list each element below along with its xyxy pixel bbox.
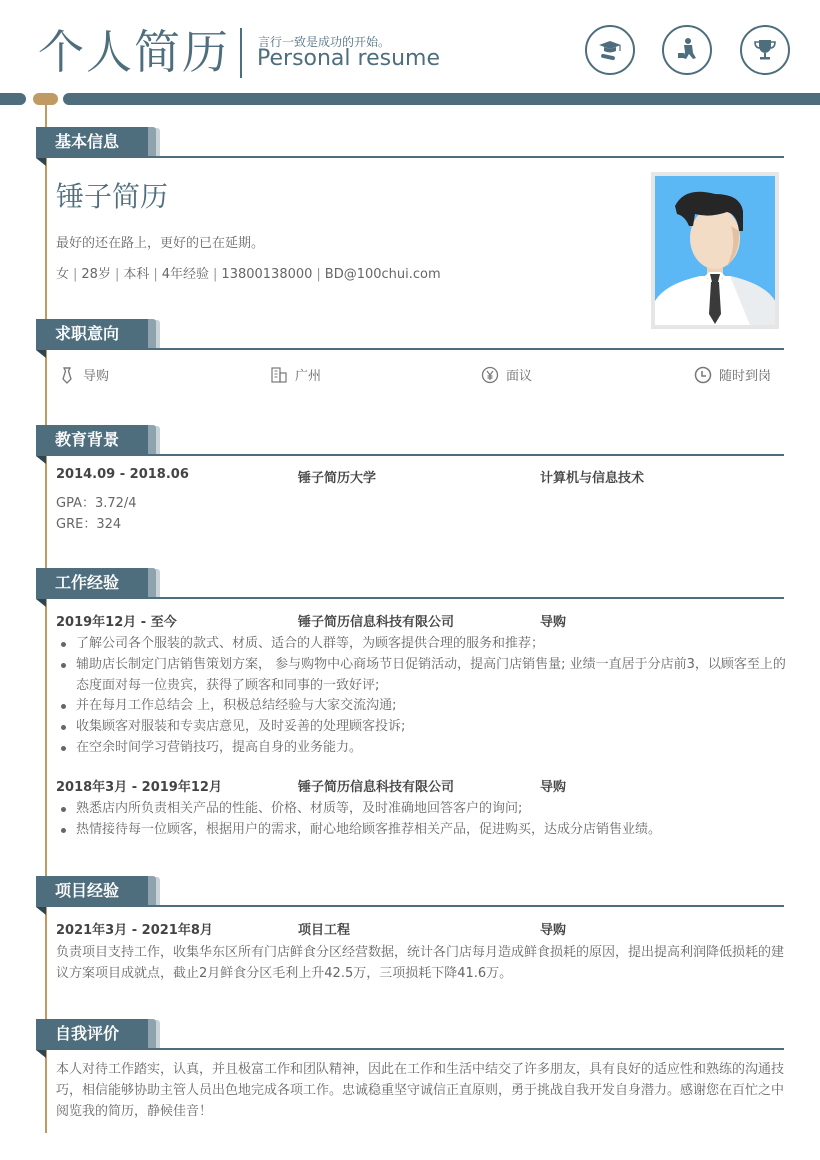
education-period: 2014.09 - 2018.06 (56, 467, 189, 482)
section-title: 项目经验 (36, 876, 148, 905)
businessman-icon (662, 25, 712, 75)
gender: 女 (56, 267, 70, 282)
degree: 本科 (123, 267, 150, 282)
building-icon (270, 366, 288, 384)
trophy-icon (740, 25, 790, 75)
section-title: 教育背景 (36, 425, 148, 454)
section-title: 基本信息 (36, 127, 148, 156)
project-description: 负责项目支持工作，收集华东区所有门店鲜食分区经营数据，统计各门店每月造成鲜食损耗的原因，提出提高利润降低损耗的建议方案项目成就点，截止2月鲜食分区毛利上升42.5万，三项损耗下降41.6万。 (56, 945, 785, 981)
project-header (56, 919, 784, 939)
project-name: 项目工程 (298, 923, 351, 938)
section-basic-info (36, 127, 784, 159)
list-item: 并在每月工作总结会 上，积极总结经验与大家交流沟通; (56, 696, 786, 717)
section-self-evaluation (36, 1019, 784, 1051)
clock-icon (694, 366, 712, 384)
motto: 言行一致是成功的开始。 (258, 35, 391, 49)
education-gre: GRE：324 (56, 517, 122, 532)
job-header (56, 776, 784, 796)
project-period: 2021年3月 - 2021年8月 (56, 923, 213, 938)
intent-availability (694, 365, 771, 384)
candidate-name: 锤子简历 (56, 180, 169, 213)
education-school: 锤子简历大学 (298, 471, 377, 486)
tie-icon (58, 366, 76, 384)
project-role: 导购 (540, 923, 567, 938)
age: 28岁 (81, 267, 111, 282)
section-title: 自我评价 (36, 1019, 148, 1048)
intent-salary (481, 365, 532, 384)
phone: 13800138000 (221, 267, 313, 282)
job-company: 锤子简历信息科技有限公司 (298, 780, 455, 795)
job-duties (56, 634, 786, 759)
education-major: 计算机与信息技术 (540, 471, 645, 486)
section-work-experience (36, 568, 784, 600)
self-evaluation-text: 本人对待工作踏实，认真，并且极富工作和团队精神，因此在工作和生活中结交了许多朋友，具有良好的适应性和熟练的沟通技巧，相信能够协助主管人员出色地完成各项工作。忠诚稳重坚守诚信正直原则，勇于挑战自我开发自身潜力。感谢您在百忙之中阅览我的简历，静候佳音！ (56, 1062, 785, 1119)
title-divider (240, 28, 242, 78)
intent-label: 面议 (506, 369, 533, 384)
header-bar (63, 93, 820, 105)
job-duties (56, 799, 786, 841)
avatar (651, 172, 779, 329)
timeline-knob (33, 93, 58, 105)
job-role: 导购 (540, 615, 567, 630)
intent-position (58, 365, 109, 384)
job-period: 2018年3月 - 2019年12月 (56, 780, 222, 795)
education-gpa: GPA：3.72/4 (56, 496, 137, 511)
email: BD@100chui.com (324, 267, 441, 282)
intent-city (270, 365, 321, 384)
subtitle: Personal resume (257, 46, 440, 71)
list-item: 了解公司各个服装的款式、材质、适合的人群等，为顾客提供合理的服务和推荐； (56, 634, 786, 655)
page-title: 个人简历 (38, 25, 230, 79)
section-job-intent (36, 319, 784, 351)
job-header (56, 611, 784, 631)
job-period: 2019年12月 - 至今 (56, 615, 177, 630)
intent-label: 随时到岗 (719, 369, 772, 384)
yen-icon (481, 366, 499, 384)
graduation-cap-icon (585, 25, 635, 75)
slogan: 最好的还在路上，更好的已在延期。 (56, 236, 265, 251)
section-title: 求职意向 (36, 319, 148, 348)
list-item: 辅助店长制定门店销售策划方案， 参与购物中心商场节日促销活动，提高门店销售量; 业绩一直居于分店前3，以顾客至上的态度面对每一位贵宾，获得了顾客和同事的一致好评; (56, 655, 786, 697)
list-item: 收集顾客对服装和专卖店意见，及时妥善的处理顾客投诉; (56, 717, 786, 738)
job-company: 锤子简历信息科技有限公司 (298, 615, 455, 630)
header-bar-left (0, 93, 26, 105)
intent-label: 广州 (295, 369, 322, 384)
contact-info: 女 | 28岁 | 本科 | 4年经验 | 13800138000 | BD@100chui.com (56, 267, 441, 282)
section-education (36, 425, 784, 457)
list-item: 熟悉店内所负责相关产品的性能、价格、材质等，及时准确地回答客户的询问; (56, 799, 786, 820)
list-item: 在空余时间学习营销技巧，提高自身的业务能力。 (56, 738, 786, 759)
section-title: 工作经验 (36, 568, 148, 597)
timeline-line (45, 105, 47, 1133)
intent-label: 导购 (83, 369, 110, 384)
job-role: 导购 (540, 780, 567, 795)
experience: 4年经验 (161, 267, 210, 282)
list-item: 热情接待每一位顾客，根据用户的需求，耐心地给顾客推荐相关产品，促进购买，达成分店销售业绩。 (56, 820, 786, 841)
section-project (36, 876, 784, 908)
